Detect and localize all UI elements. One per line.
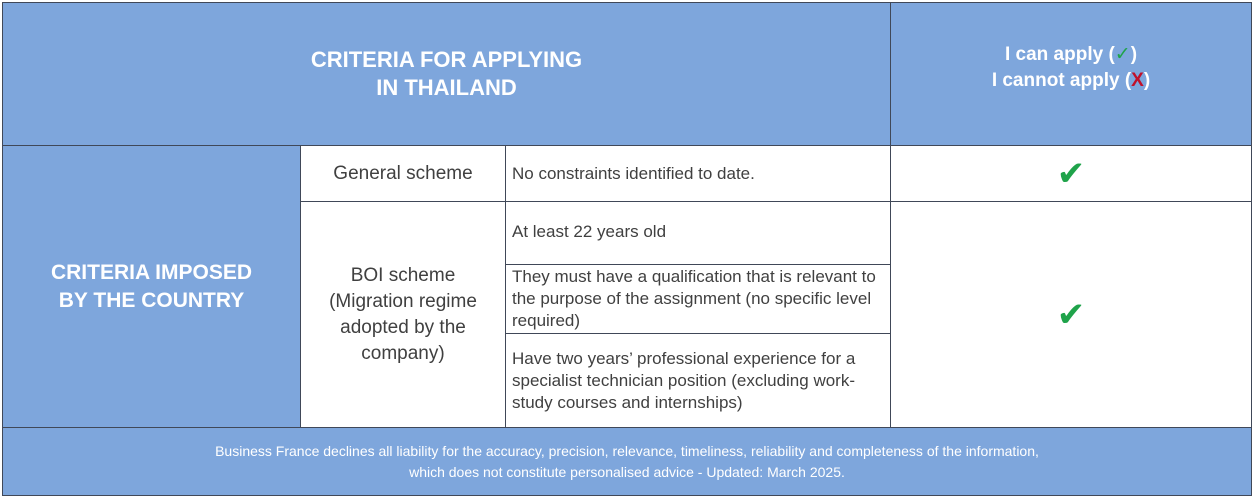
- disclaimer-line-2: which does not constitute personalised advice - Updated: March 2025.: [409, 463, 845, 480]
- side-label-line-2: BY THE COUNTRY: [58, 288, 245, 312]
- boi-scheme-line-4: company): [361, 342, 445, 364]
- general-status-cell: [891, 146, 1251, 202]
- can-apply-label: I can apply (✓): [1004, 44, 1138, 65]
- general-criterion-cell: [506, 146, 891, 202]
- boi-criterion-experience: Have two years’ professional experience for a specialist technician position (excluding work-study courses and internships): [512, 348, 856, 412]
- general-scheme-cell: [301, 146, 506, 202]
- criteria-table: [2, 2, 1252, 496]
- cannot-apply-label: I cannot apply (X): [991, 70, 1151, 91]
- boi-scheme-line-2: (Migration regime: [329, 290, 477, 312]
- boi-status-cell: [891, 202, 1251, 427]
- side-label-line-1: CRITERIA IMPOSED: [50, 260, 253, 284]
- boi-criterion-qualification: They must have a qualification that is relevant to the purpose of the assignment (no specific level required): [512, 267, 876, 330]
- boi-scheme-line-3: adopted by the: [340, 316, 466, 338]
- title-line-1: CRITERIA FOR APPLYING: [310, 47, 583, 72]
- check-icon: ✔: [1056, 295, 1086, 334]
- boi-criterion-experience-cell: [506, 334, 891, 427]
- disclaimer-line-1: Business France declines all liability for the accuracy, precision, relevance, timeliness, reliability and completeness of the information,: [215, 442, 1039, 459]
- disclaimer: [215, 441, 1039, 483]
- general-scheme-label: General scheme: [333, 162, 473, 184]
- boi-scheme-line-1: BOI scheme: [350, 264, 456, 286]
- title-line-2: IN THAILAND: [376, 75, 517, 100]
- boi-criterion-age-cell: [506, 202, 891, 265]
- apply-legend-cell: [891, 3, 1251, 146]
- check-icon: ✓: [1114, 44, 1131, 65]
- page-title: [311, 46, 582, 102]
- side-label: [51, 259, 252, 315]
- side-label-cell: [3, 146, 301, 427]
- cross-icon: X: [1131, 70, 1144, 91]
- boi-criterion-age: At least 22 years old: [512, 222, 667, 241]
- apply-legend: [992, 42, 1150, 94]
- footer-disclaimer-cell: [3, 427, 1251, 495]
- header-title-cell: [3, 3, 891, 146]
- boi-scheme-cell: [301, 202, 506, 427]
- check-icon: ✔: [1056, 154, 1086, 193]
- boi-criterion-qualification-cell: [506, 265, 891, 334]
- general-criterion-text: No constraints identified to date.: [512, 163, 755, 183]
- boi-scheme-label: [329, 263, 477, 367]
